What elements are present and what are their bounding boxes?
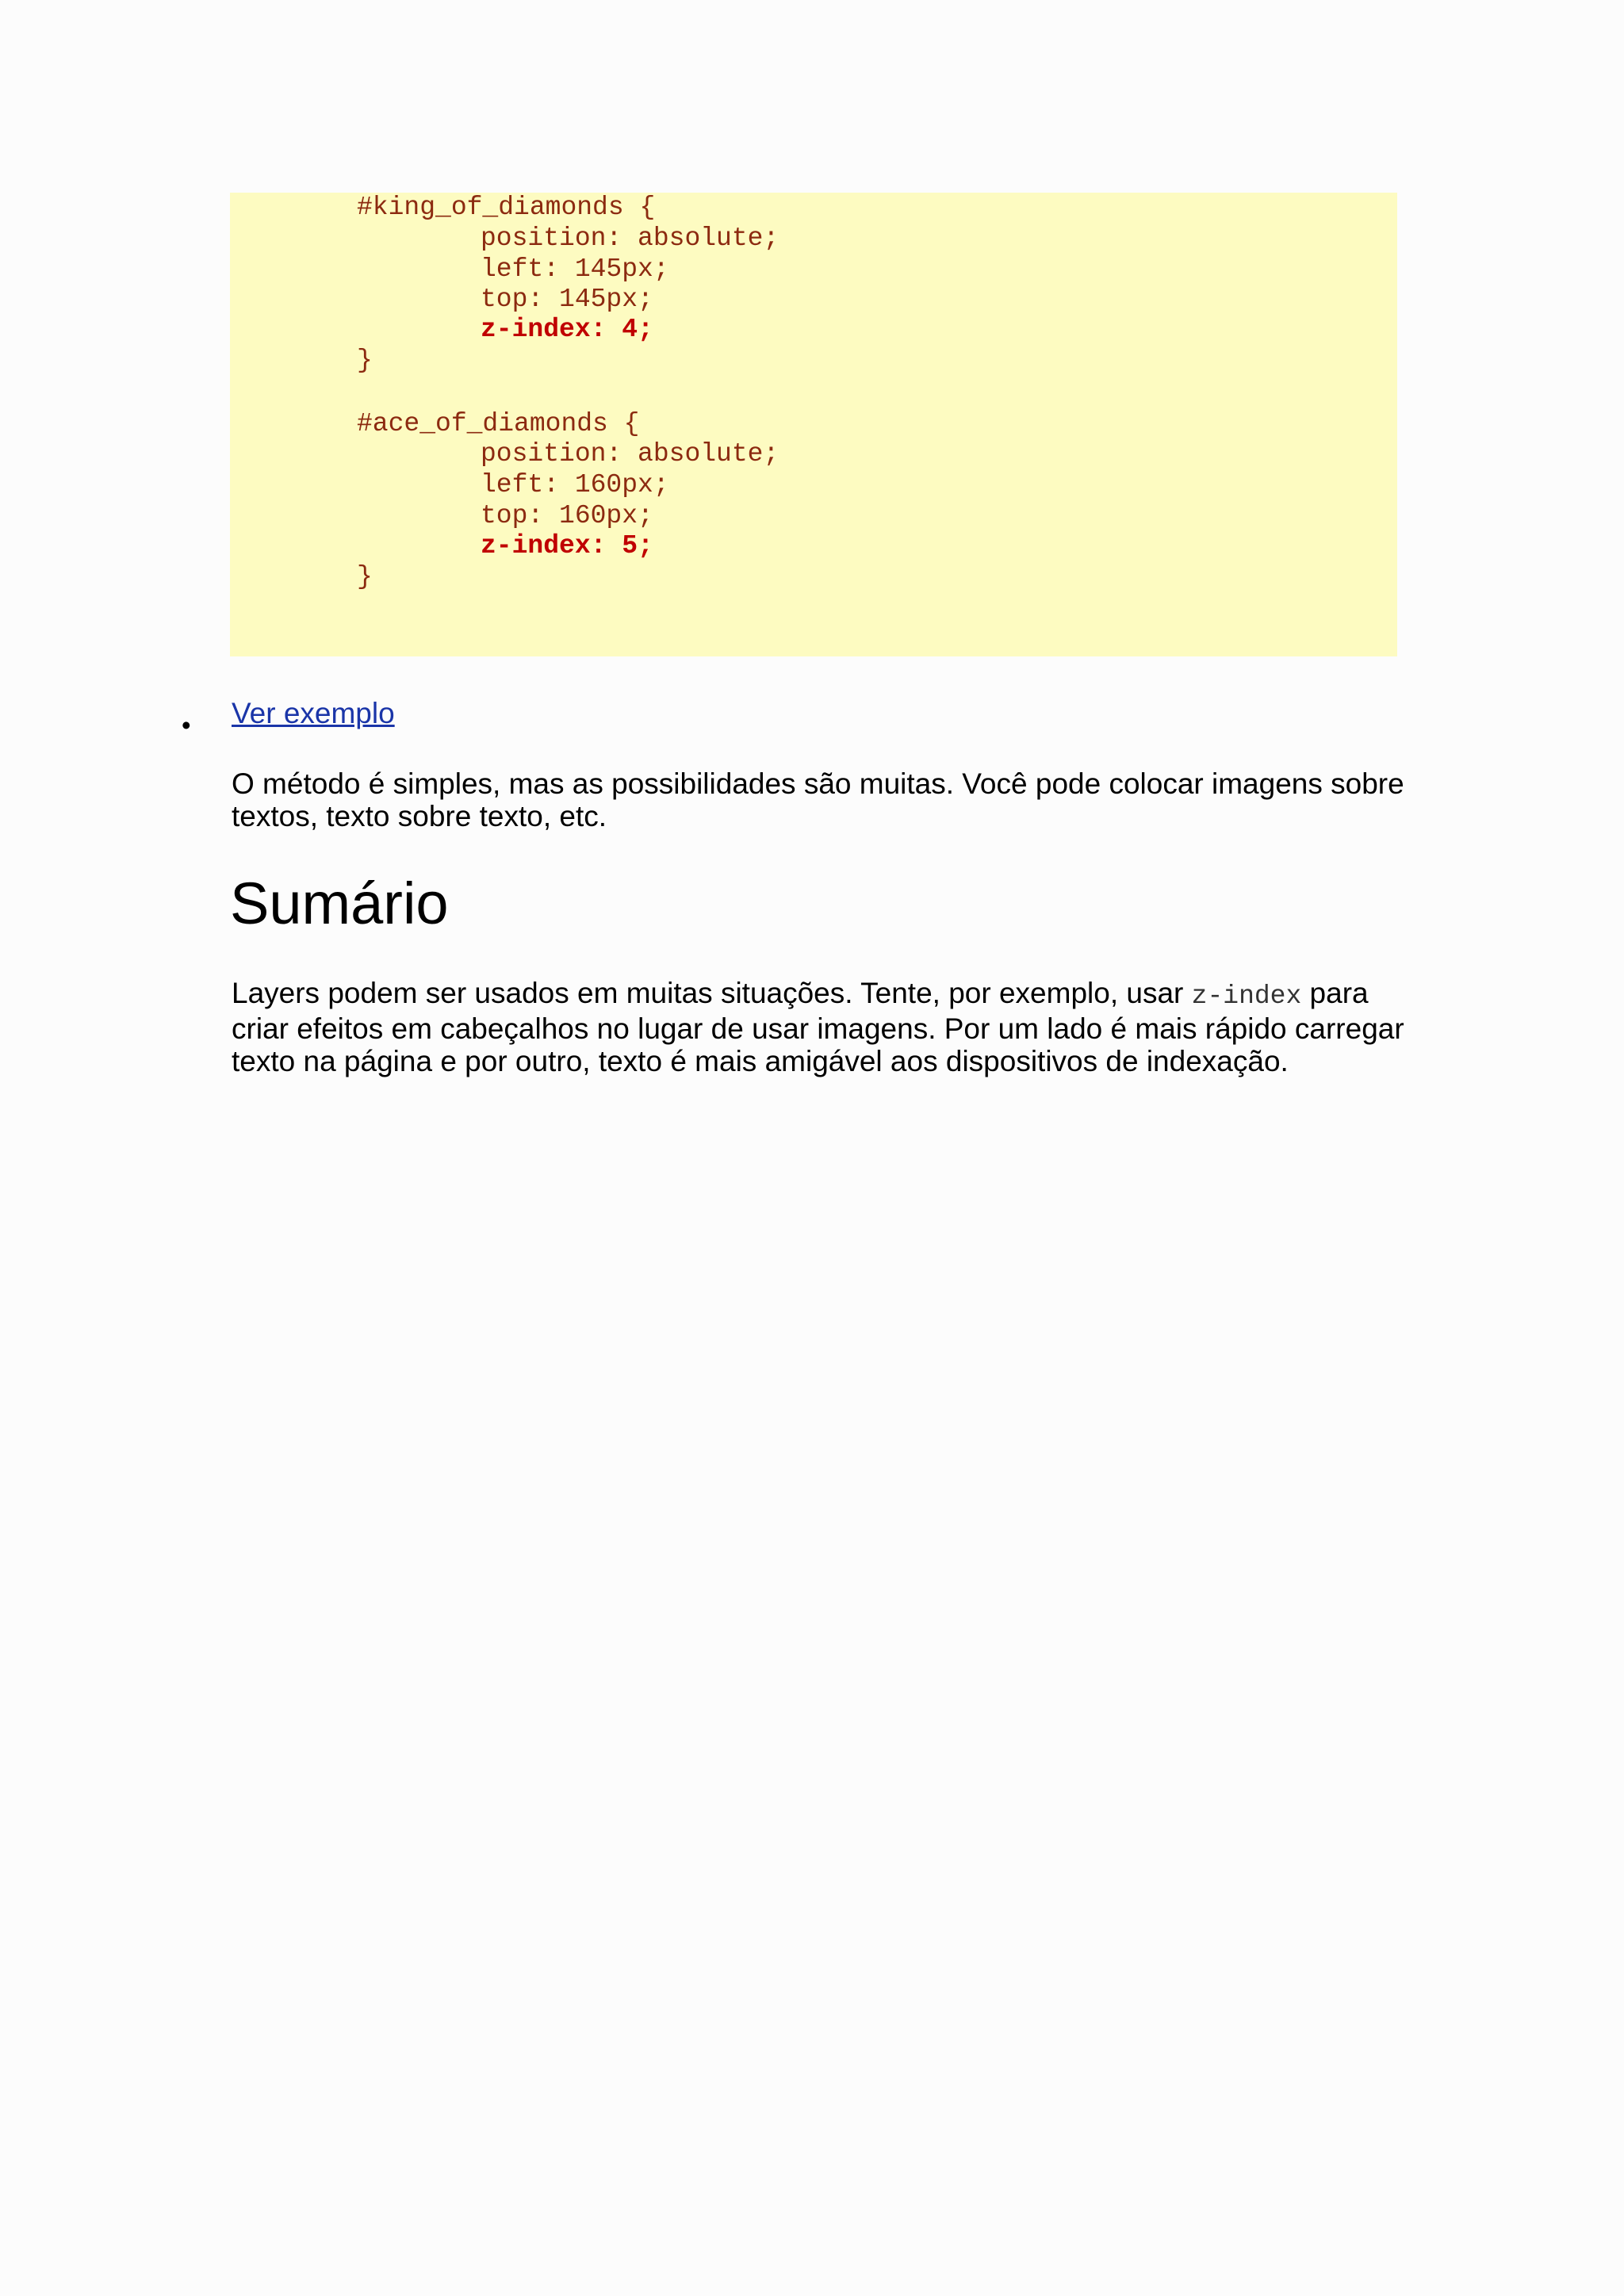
code-line-top: top: 145px;: [481, 285, 653, 314]
code-line-selector-king: #king_of_diamonds {: [357, 193, 656, 222]
code-line-close-brace: }: [357, 346, 373, 375]
summary-text-start: Layers podem ser usados em muitas situações. Tente, por exemplo, usar: [232, 977, 1192, 1009]
code-line-position: position: absolute;: [481, 439, 779, 469]
summary-paragraph: [232, 977, 1405, 1077]
code-line-top: top: 160px;: [481, 501, 653, 530]
code-line-position: position: absolute;: [481, 224, 779, 253]
code-line-close-brace: }: [357, 562, 373, 591]
see-example-link[interactable]: Ver exemplo: [232, 697, 395, 729]
summary-text-end: para criar efeitos em cabeçalhos no lugar de usar imagens. Por um lado é mais rápido carregar texto na página e por outro, texto é mais amigável aos dispositivos de indexação.: [232, 977, 1404, 1077]
code-line-z-index-highlight: z-index: 4;: [481, 315, 653, 344]
intro-paragraph: O método é simples, mas as possibilidades são muitas. Você pode colocar imagens sobre textos, texto sobre texto, etc.: [232, 767, 1404, 832]
code-line-left: left: 160px;: [481, 470, 669, 499]
code-line-z-index-highlight: z-index: 5;: [481, 531, 653, 561]
list-bullet: •: [182, 710, 191, 740]
inline-code-z-index: z-index: [1191, 982, 1302, 1011]
code-line-left: left: 145px;: [481, 254, 669, 284]
code-line-selector-ace: #ace_of_diamonds {: [357, 409, 640, 438]
summary-heading: Sumário: [230, 871, 449, 936]
